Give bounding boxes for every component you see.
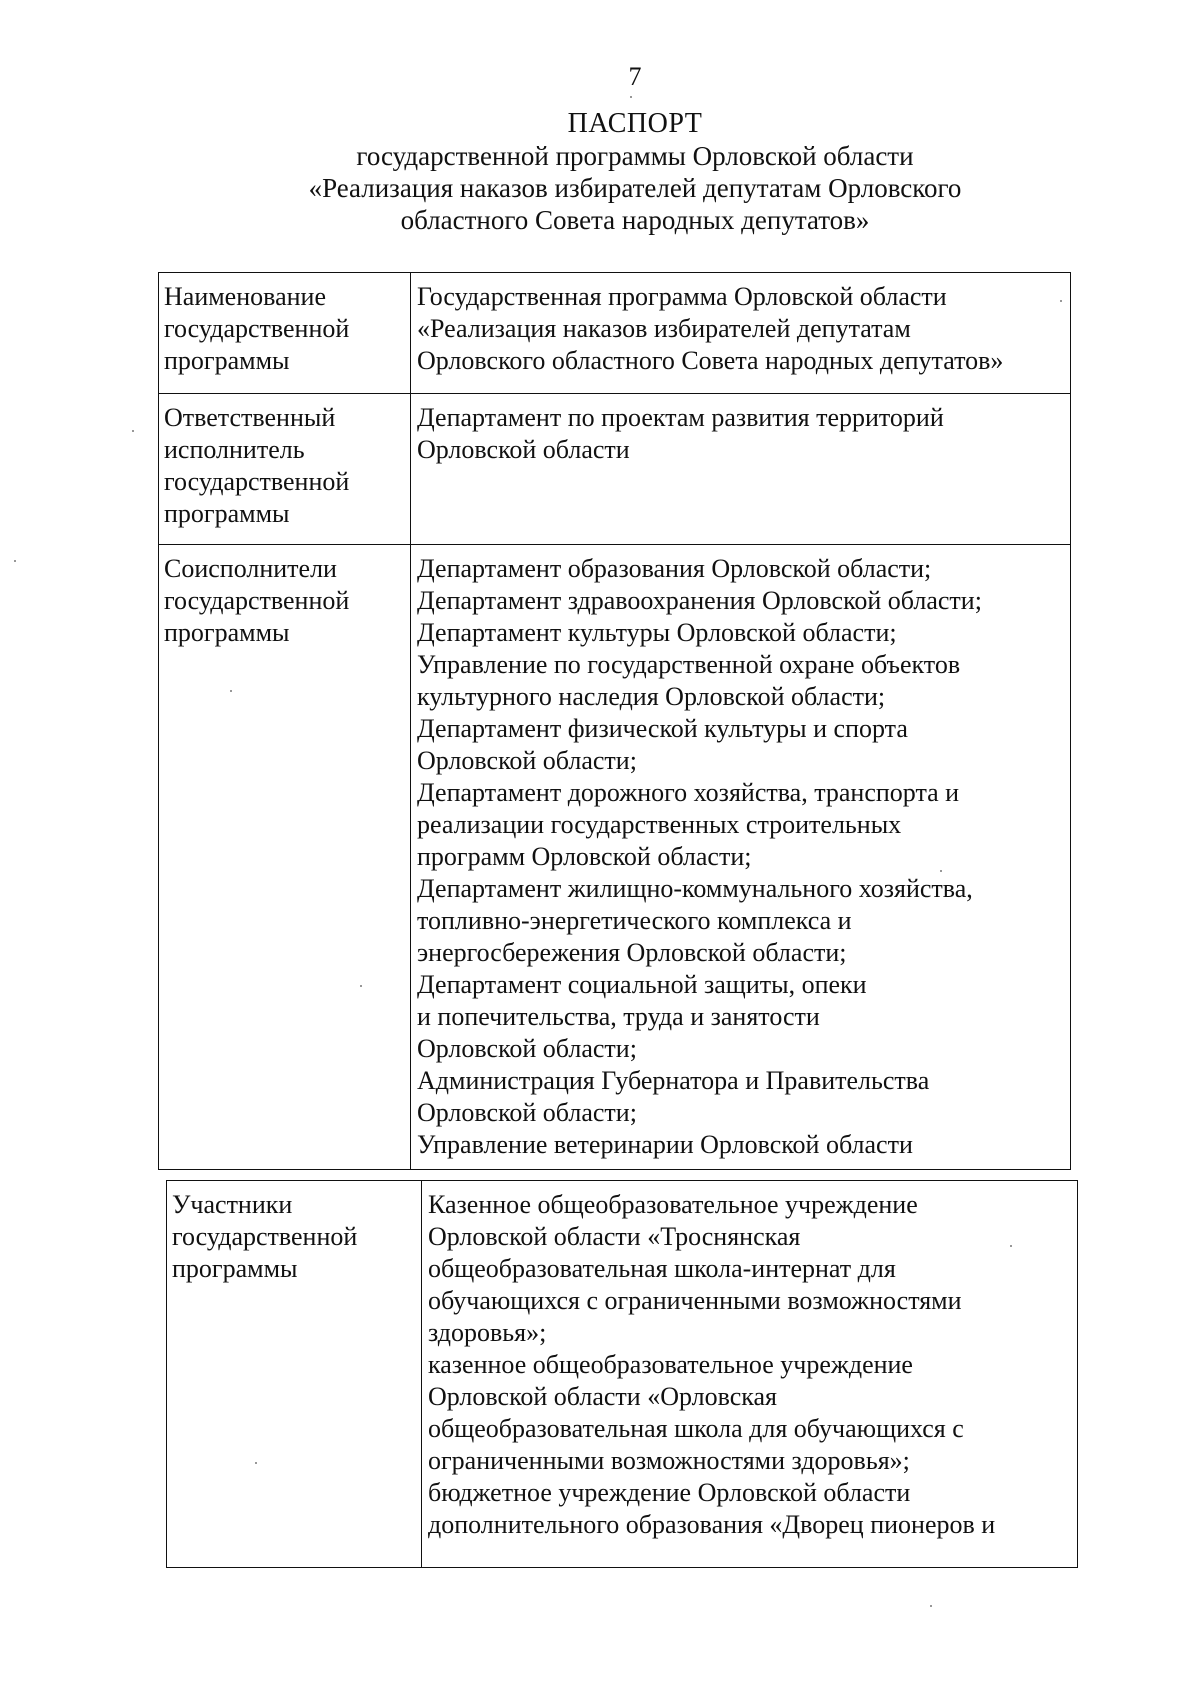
label-line: Наименование — [164, 282, 326, 311]
label-line: государственной — [164, 467, 350, 496]
passport-table-continued — [166, 1180, 1078, 1568]
content-line: Департамент образования Орловской области; — [417, 554, 932, 583]
content-line: Государственная программа Орловской области — [417, 282, 947, 311]
content-line: Департамент физической культуры и спорта — [417, 714, 908, 743]
label-line: исполнитель — [164, 435, 305, 464]
content-line: бюджетное учреждение Орловской области — [428, 1478, 911, 1507]
label-line: Соисполнители — [164, 554, 337, 583]
content-line: Орловской области; — [417, 746, 637, 775]
content-line: здоровья»; — [428, 1318, 547, 1347]
document-subtitle-line-3: областного Совета народных депутатов» — [400, 205, 870, 235]
content-line: Департамент дорожного хозяйства, транспорта и — [417, 778, 960, 807]
passport-table — [158, 272, 1071, 1170]
content-line: «Реализация наказов избирателей депутатам — [417, 314, 911, 343]
content-line: программ Орловской области; — [417, 842, 752, 871]
content-line: Орловской области; — [417, 1034, 637, 1063]
scan-speck — [1010, 1245, 1012, 1247]
row-label-cell — [159, 394, 411, 545]
document-title: ПАСПОРТ — [567, 108, 703, 139]
content-line: Департамент социальной защиты, опеки — [417, 970, 867, 999]
scan-speck — [14, 560, 16, 562]
content-line: Орловской области «Троснянская — [428, 1222, 801, 1251]
content-line: дополнительного образования «Дворец пионеров и — [428, 1510, 996, 1539]
scan-speck — [360, 985, 362, 987]
label-line: программы — [164, 346, 290, 375]
content-line: общеобразовательная школа для обучающихся с — [428, 1414, 964, 1443]
page-number: 7 — [628, 62, 642, 91]
row-content-cell — [422, 1181, 1078, 1568]
label-line: программы — [172, 1254, 298, 1283]
row-label-cell — [159, 273, 411, 394]
label-line: программы — [164, 499, 290, 528]
table-row — [167, 1181, 1078, 1568]
content-line: Орловской области; — [417, 1098, 637, 1127]
scan-speck — [940, 870, 942, 872]
content-line: Департамент культуры Орловской области; — [417, 618, 897, 647]
content-line: Орловского областного Совета народных депутатов» — [417, 346, 1004, 375]
content-line: Казенное общеобразовательное учреждение — [428, 1190, 918, 1219]
content-line: Департамент жилищно-коммунального хозяйства, — [417, 874, 973, 903]
document-subtitle-line-2: «Реализация наказов избирателей депутатам Орловского — [308, 173, 962, 203]
content-line: Департамент по проектам развития территорий — [417, 403, 944, 432]
label-line: Ответственный — [164, 403, 336, 432]
label-line: программы — [164, 618, 290, 647]
label-line: государственной — [164, 314, 350, 343]
scan-speck — [630, 96, 632, 98]
scan-speck — [1060, 300, 1062, 302]
row-label-cell — [159, 545, 411, 1170]
content-line: ограниченными возможностями здоровья»; — [428, 1446, 910, 1475]
content-line: Департамент здравоохранения Орловской области; — [417, 586, 982, 615]
content-line: Администрация Губернатора и Правительства — [417, 1066, 930, 1095]
scan-speck — [255, 1462, 257, 1464]
content-line: Управление по государственной охране объектов — [417, 650, 961, 679]
content-line: реализации государственных строительных — [417, 810, 902, 839]
content-line: энергосбережения Орловской области; — [417, 938, 847, 967]
row-content-cell — [411, 394, 1071, 545]
scan-speck — [230, 690, 232, 692]
content-line: Управление ветеринарии Орловской области — [417, 1130, 913, 1159]
document-subtitle-line-1: государственной программы Орловской области — [356, 141, 914, 171]
content-line: общеобразовательная школа-интернат для — [428, 1254, 896, 1283]
row-content-cell — [411, 545, 1071, 1170]
table-row — [159, 545, 1071, 1170]
content-line: Орловской области «Орловская — [428, 1382, 778, 1411]
table-row — [159, 273, 1071, 394]
label-line: государственной — [172, 1222, 358, 1251]
content-line: Орловской области — [417, 435, 630, 464]
document-heading — [0, 108, 1200, 236]
content-line: топливно-энергетического комплекса и — [417, 906, 852, 935]
label-line: государственной — [164, 586, 350, 615]
label-line: Участники — [172, 1190, 293, 1219]
content-line: казенное общеобразовательное учреждение — [428, 1350, 913, 1379]
table-row — [159, 394, 1071, 545]
scan-speck — [930, 1605, 932, 1607]
content-line: обучающихся с ограниченными возможностями — [428, 1286, 962, 1315]
scan-speck — [132, 430, 134, 432]
row-label-cell — [167, 1181, 422, 1568]
row-content-cell — [411, 273, 1071, 394]
content-line: и попечительства, труда и занятости — [417, 1002, 820, 1031]
content-line: культурного наследия Орловской области; — [417, 682, 886, 711]
